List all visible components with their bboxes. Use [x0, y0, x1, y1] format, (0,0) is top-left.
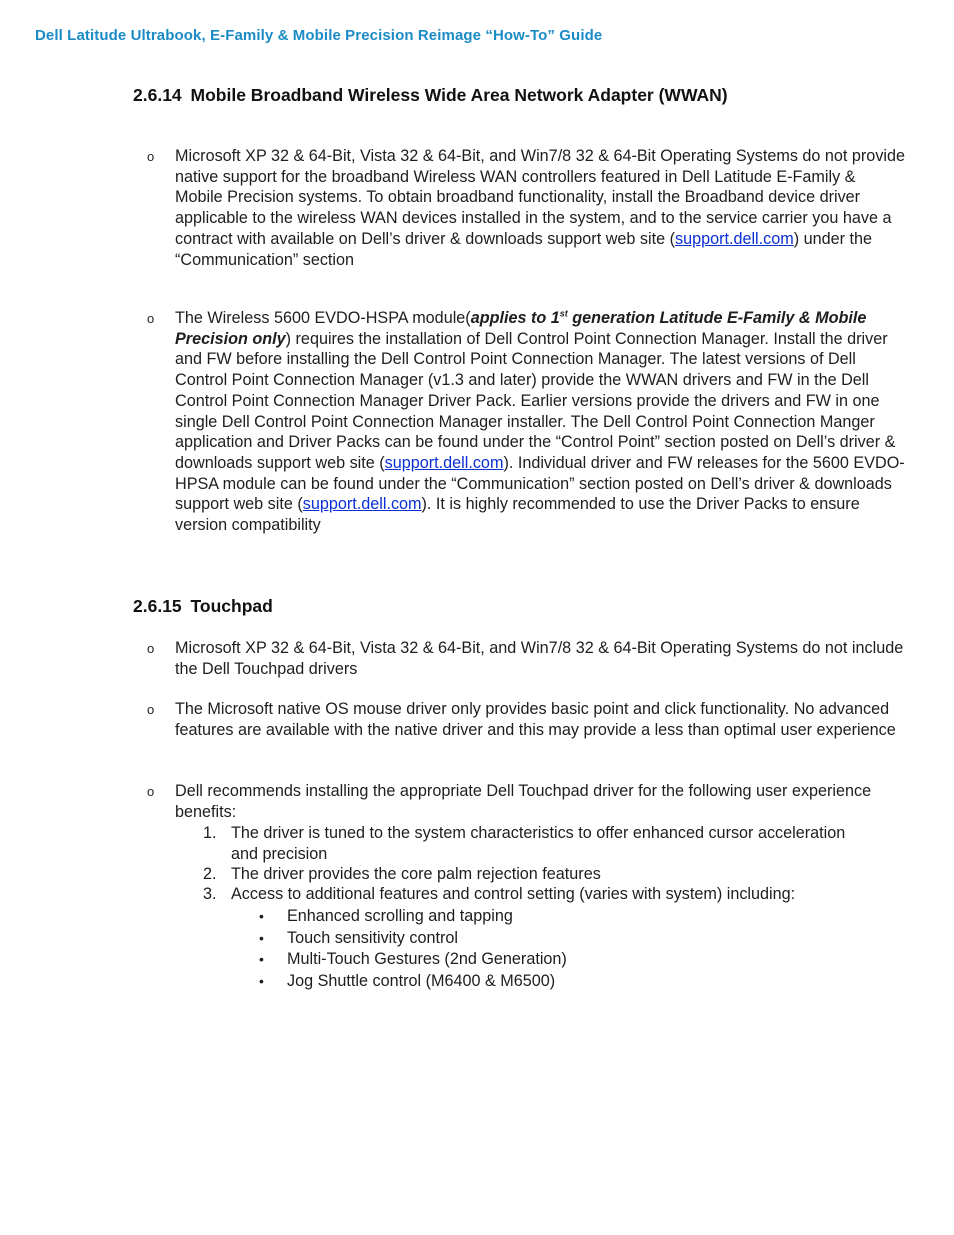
- open-bullet-icon: o: [147, 641, 155, 656]
- item-number: 3.: [203, 885, 217, 903]
- support-link[interactable]: support.dell.com: [384, 453, 504, 472]
- wwan-p2-lead: The Wireless 5600 EVDO-HSPA module(: [175, 309, 471, 327]
- item-text: The driver provides the core palm rejection features: [231, 865, 601, 883]
- section-number: 2.6.14: [133, 85, 182, 105]
- touchpad-paragraph-1: Microsoft XP 32 & 64-Bit, Vista 32 & 64-Bit, and Win7/8 32 & 64-Bit Operating Systems do not include the Dell Touchpad drivers: [175, 639, 904, 678]
- bullet-dot-icon: •: [259, 930, 264, 946]
- feature-text: Multi-Touch Gestures (2nd Generation): [287, 950, 567, 968]
- wwan-paragraph-2: [175, 308, 907, 536]
- bullet-dot-icon: •: [259, 973, 264, 989]
- bullet-dot-icon: •: [259, 908, 264, 924]
- wwan-p1-text: Microsoft XP 32 & 64-Bit, Vista 32 & 64-Bit, and Win7/8 32 & 64-Bit Operating Systems do not provide native support for the broadband Wireless WAN controllers featured in Dell Latitude E-Family & Mobile Precision systems. To obtain broadband functionality, install the Broadband device driver applicable to the wireless WAN devices installed in the system, and to the service carrier you have a contract with available on Dell’s driver & downloads support web site (: [175, 147, 906, 248]
- section-heading-touchpad: [133, 596, 273, 617]
- item-number: 2.: [203, 865, 217, 883]
- section-heading-wwan: [133, 85, 728, 106]
- emphasis-text-b: generation Latitude E-Family & Mobile Precision only: [175, 309, 867, 348]
- bullet-dot-icon: •: [259, 951, 264, 967]
- section-title: Mobile Broadband Wireless Wide Area Network Adapter (WWAN): [190, 85, 728, 105]
- emphasis-text-a: applies to 1: [470, 309, 560, 327]
- feature-text: Enhanced scrolling and tapping: [287, 907, 513, 925]
- wwan-paragraph-1: [175, 146, 907, 270]
- feature-text: Jog Shuttle control (M6400 & M6500): [287, 972, 556, 990]
- item-text: Access to additional features and control setting (varies with system) including:: [231, 885, 796, 903]
- feature-text: Touch sensitivity control: [287, 929, 458, 947]
- touchpad-paragraph-2: The Microsoft native OS mouse driver only provides basic point and click functionality. No advanced features are available with the native driver and this may provide a less than optimal user experience: [175, 700, 896, 739]
- wwan-p2-tail: ). It is highly recommended to use the Driver Packs to ensure version compatibility: [175, 495, 860, 535]
- open-bullet-icon: o: [147, 149, 155, 164]
- open-bullet-icon: o: [147, 311, 155, 326]
- ordinal-superscript: st: [559, 308, 568, 319]
- support-link[interactable]: support.dell.com: [302, 495, 422, 514]
- wwan-p2-mid2: ). Individual driver and FW releases for the 5600 EVDO-HPSA module can be found under the “Communication” section posted on Dell’s driver & downloads support web site (: [175, 453, 905, 514]
- item-number: 1.: [203, 824, 217, 842]
- wwan-p2-mid: ) requires the installation of Dell Control Point Connection Manager. Install the driver and FW before installing the Dell Control Point Connection Manager. The latest versions of Dell Control Point Connection Manager (v1.3 and later) provide the WWAN drivers and FW in the Dell Control Point Connection Manager Driver Pack. Earlier versions provide the drivers and FW in one single Dell Control Point Connection Manager installer. The Dell Control Point Connection Manger application and Driver Packs can be found under the “Control Point” section posted on Dell’s driver & downloads support web site (: [175, 329, 896, 472]
- section-number: 2.6.15: [133, 596, 182, 616]
- open-bullet-icon: o: [147, 784, 155, 799]
- open-bullet-icon: o: [147, 702, 155, 717]
- page-header-title: Dell Latitude Ultrabook, E-Family & Mobile Precision Reimage “How-To” Guide: [35, 27, 603, 44]
- wwan-p1-tail: ) under the “Communication” section: [175, 229, 873, 269]
- support-link[interactable]: support.dell.com: [674, 229, 794, 248]
- section-title: Touchpad: [190, 596, 273, 616]
- touchpad-paragraph-3: Dell recommends installing the appropriate Dell Touchpad driver for the following user experience benefits:: [175, 782, 872, 821]
- item-text: The driver is tuned to the system characteristics to offer enhanced cursor acceleration and precision: [231, 824, 846, 863]
